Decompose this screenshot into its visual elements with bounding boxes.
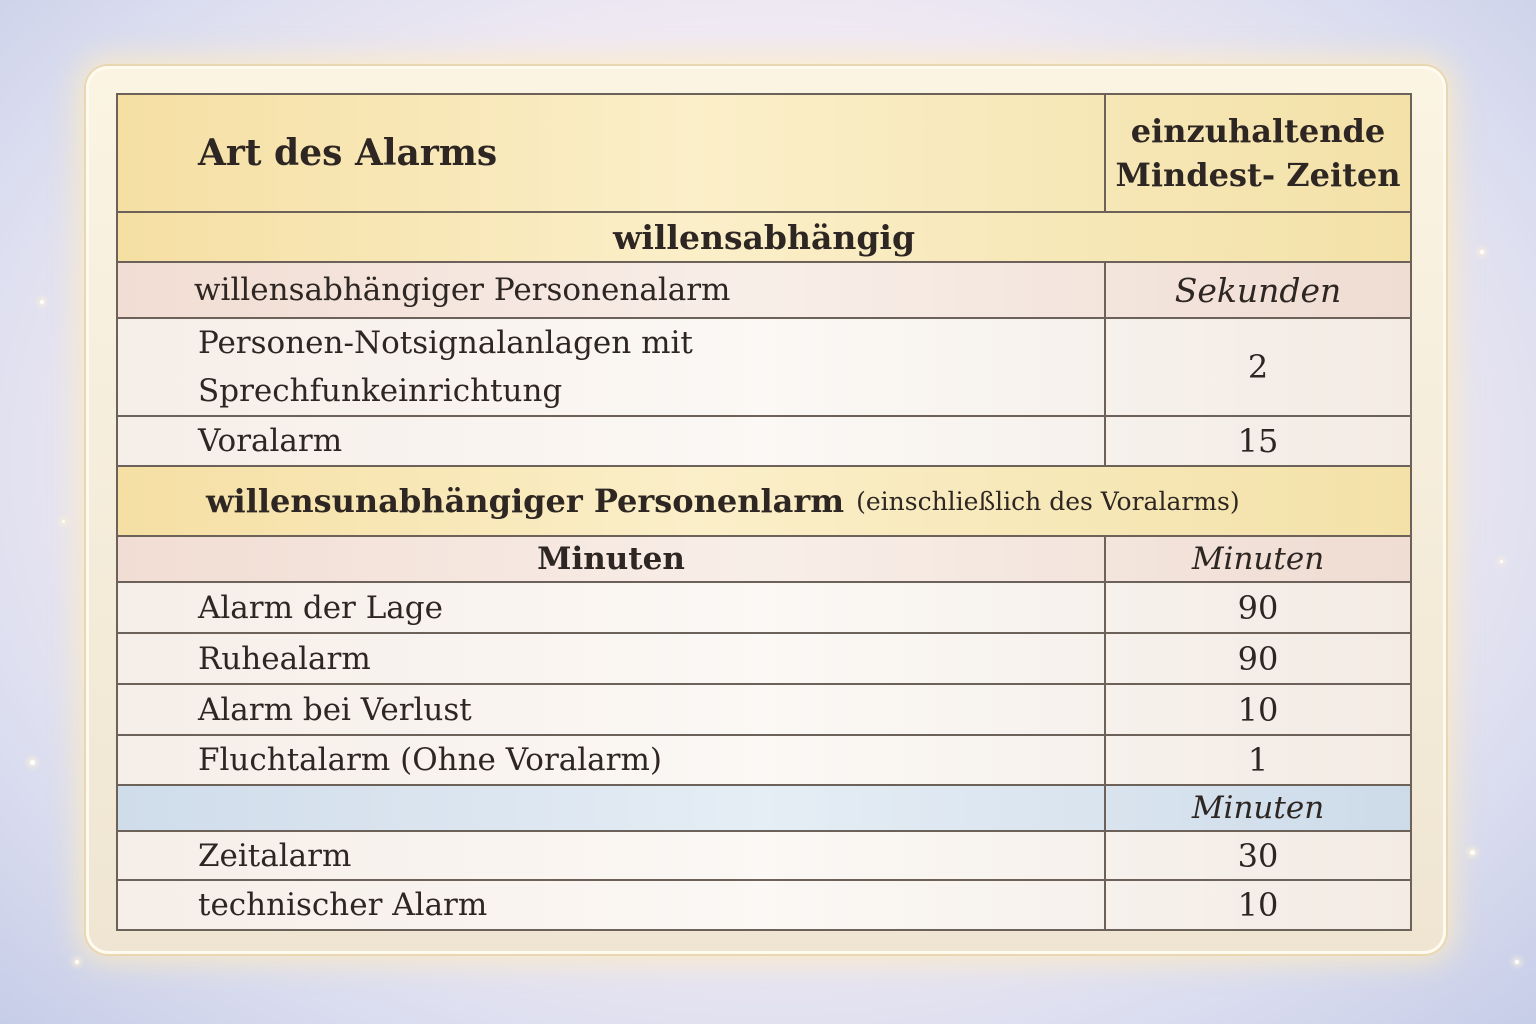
row-value: 10 bbox=[1237, 690, 1279, 729]
row-value-cell bbox=[1104, 583, 1410, 632]
table-row bbox=[118, 583, 1410, 634]
minutes-label: Minuten bbox=[537, 541, 685, 577]
table-row bbox=[118, 881, 1410, 929]
sparkle bbox=[1480, 250, 1484, 254]
row-value-cell bbox=[1104, 685, 1410, 734]
row-label-cell bbox=[118, 736, 1104, 784]
row-value-cell bbox=[1104, 634, 1410, 683]
row-label-cell bbox=[118, 417, 1104, 465]
sparkle bbox=[30, 760, 35, 765]
header-cell-type bbox=[118, 95, 1104, 211]
row-label-cell bbox=[118, 881, 1104, 929]
header-times-line1: einzuhaltende bbox=[1130, 112, 1386, 150]
row-label: Voralarm bbox=[198, 423, 343, 459]
header-times-line2: Mindest- Zeiten bbox=[1115, 156, 1401, 194]
row-label: Fluchtalarm (Ohne Voralarm) bbox=[198, 742, 662, 778]
table-row bbox=[118, 417, 1410, 467]
sparkle bbox=[1470, 850, 1475, 855]
row-unit-cell bbox=[1104, 537, 1410, 581]
row-value: 10 bbox=[1237, 886, 1279, 924]
section-note: (einschließlich des Voralarms) bbox=[856, 486, 1240, 516]
row-unit-cell bbox=[1104, 786, 1410, 830]
row-label-cell bbox=[118, 583, 1104, 632]
row-value: 30 bbox=[1237, 836, 1279, 875]
row-label: technischer Alarm bbox=[198, 887, 488, 923]
row-label-cell bbox=[118, 319, 1104, 415]
row-label-cell bbox=[118, 634, 1104, 683]
alarm-table bbox=[116, 93, 1412, 931]
table-row bbox=[118, 263, 1410, 319]
sparkle bbox=[1500, 560, 1503, 563]
sparkle bbox=[40, 300, 44, 304]
unit-label: Sekunden bbox=[1174, 270, 1342, 310]
section-title-cell bbox=[118, 213, 1410, 261]
table-row bbox=[118, 537, 1410, 583]
section-title: willensabhängig bbox=[612, 217, 916, 257]
table-row bbox=[118, 786, 1410, 832]
table-header-row bbox=[118, 95, 1410, 213]
row-value-cell bbox=[1104, 319, 1410, 415]
row-value: 90 bbox=[1237, 639, 1279, 678]
row-label-line1: Personen-Notsignalanlagen mit bbox=[198, 325, 693, 361]
row-value-cell bbox=[1104, 832, 1410, 879]
row-label: willensabhängiger Personenalarm bbox=[194, 272, 731, 308]
row-value-cell bbox=[1104, 736, 1410, 784]
section-willensabhaengig bbox=[118, 213, 1410, 263]
header-type-label: Art des Alarms bbox=[198, 132, 498, 174]
row-label-cell bbox=[118, 263, 1104, 317]
row-label-cell bbox=[118, 685, 1104, 734]
sparkle bbox=[1515, 960, 1519, 964]
row-label: Alarm bei Verlust bbox=[198, 691, 472, 728]
row-label: Alarm der Lage bbox=[198, 589, 443, 626]
table-row bbox=[118, 736, 1410, 786]
unit-label: Minuten bbox=[1191, 790, 1325, 826]
header-cell-times bbox=[1104, 95, 1410, 211]
row-value: 2 bbox=[1247, 348, 1269, 386]
table-row bbox=[118, 319, 1410, 417]
row-unit-cell bbox=[1104, 263, 1410, 317]
sparkle bbox=[62, 520, 65, 523]
section-willensunabhaengig bbox=[118, 467, 1410, 537]
row-value-cell bbox=[1104, 417, 1410, 465]
row-label-cell bbox=[118, 786, 1104, 830]
section-title-cell bbox=[118, 467, 1410, 535]
row-value: 15 bbox=[1237, 422, 1279, 460]
row-label-cell bbox=[118, 832, 1104, 879]
row-value: 1 bbox=[1247, 741, 1269, 779]
section-title: willensunabhängiger Personenlarm bbox=[206, 482, 845, 520]
row-value-cell bbox=[1104, 881, 1410, 929]
unit-label: Minuten bbox=[1191, 541, 1325, 577]
sparkle bbox=[75, 960, 79, 964]
table-row bbox=[118, 634, 1410, 685]
row-label: Ruhealarm bbox=[198, 640, 371, 677]
table-row bbox=[118, 832, 1410, 881]
row-label-cell bbox=[118, 537, 1104, 581]
table-row bbox=[118, 685, 1410, 736]
row-value: 90 bbox=[1237, 588, 1279, 627]
row-label: Zeitalarm bbox=[198, 837, 352, 874]
row-label-line2: Sprechfunkeinrichtung bbox=[198, 373, 563, 409]
